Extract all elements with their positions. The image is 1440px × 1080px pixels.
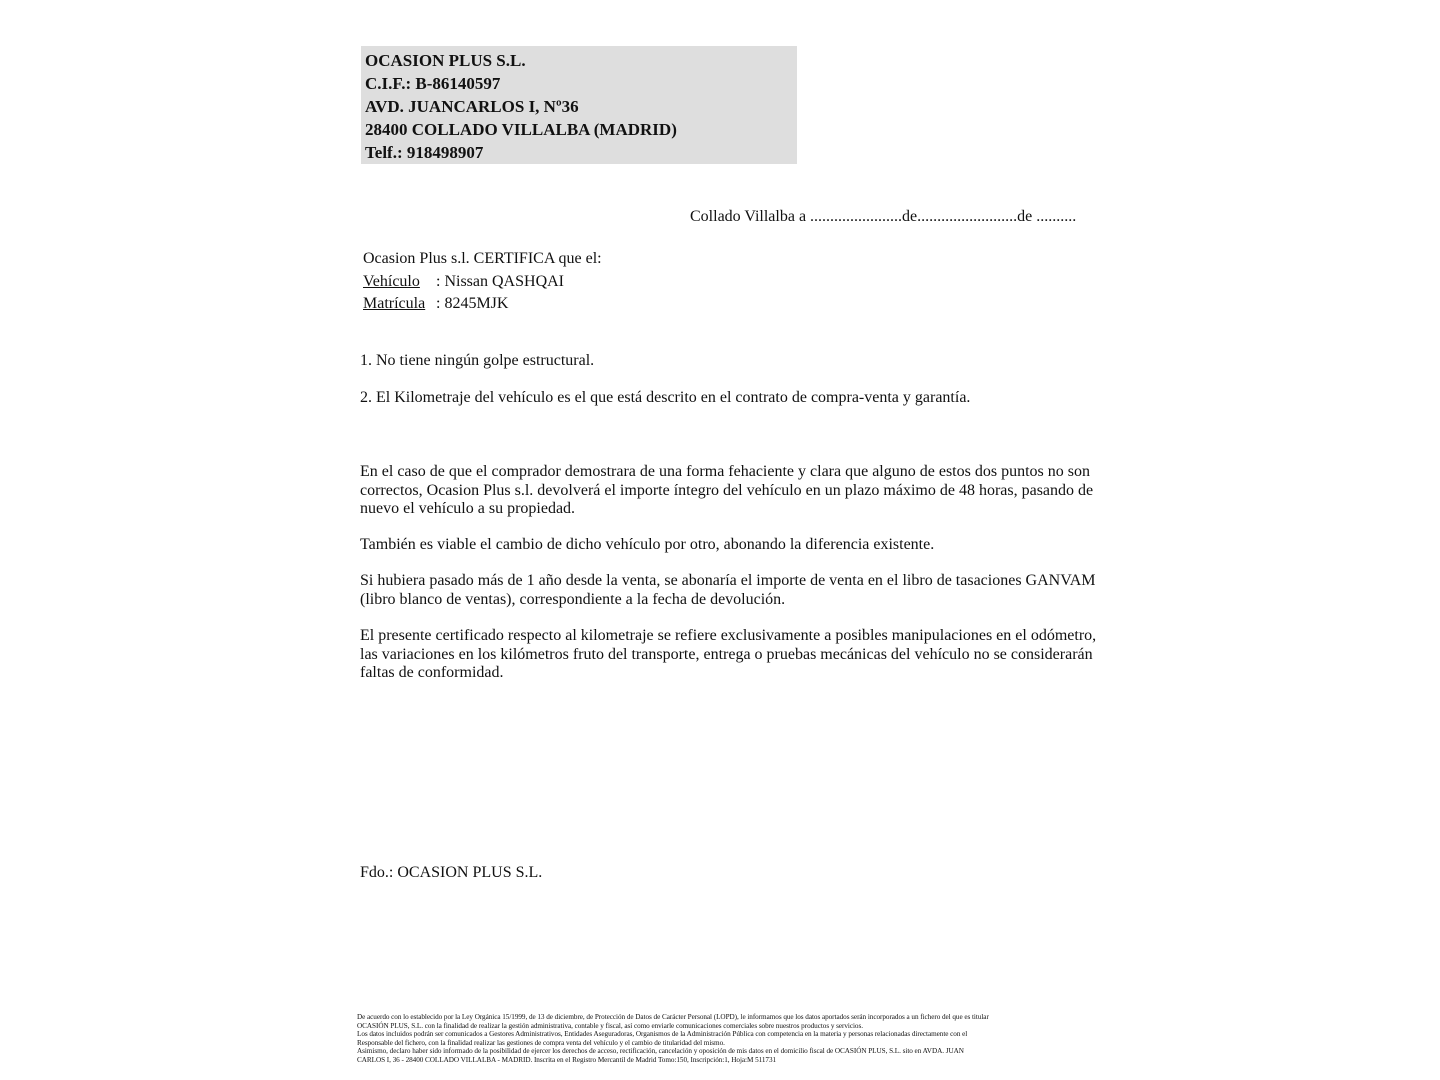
company-cif: C.I.F.: B-86140597 xyxy=(365,74,501,93)
paragraph-odometer: El presente certificado respecto al kilometraje se refiere exclusivamente a posibles manipulaciones en el odómetro, las variaciones en los kilómetros fruto del transporte, entrega o pruebas mecánicas del vehículo no se considerarán faltas de conformidad. xyxy=(360,627,1097,681)
legal-line: CARLOS I, 36 - 28400 COLLADO VILLALBA - MADRID. Inscrita en el Registro Mercantil de Madrid Tomo:150, Inscripción:1, Hoja:M 511731 xyxy=(357,1055,777,1064)
legal-line: Asimismo, declaro haber sido informado de la posibilidad de ejercer los derechos de acceso, rectificación, cancelación y oposición de mis datos en el domicilio fiscal de OCASIÓN PLUS, S.L. sito en AVDA. JUAN xyxy=(357,1047,964,1056)
paragraph-exchange: También es viable el cambio de dicho vehículo por otro, abonando la diferencia existente. xyxy=(360,536,935,553)
plate-label: Matrícula xyxy=(363,295,426,312)
vehicle-row xyxy=(363,271,602,294)
plate-value: : 8245MJK xyxy=(436,295,509,312)
legal-line: OCASIÓN PLUS, S.L. con la finalidad de realizar la gestión administrativa, contable y fiscal, así como enviarle comunicaciones comerciales sobre nuestros productos y servicios. xyxy=(357,1021,863,1030)
company-city: 28400 COLLADO VILLALBA (MADRID) xyxy=(365,120,677,139)
paragraph-ganvam: Si hubiera pasado más de 1 año desde la venta, se abonaría el importe de venta en el libro de tasaciones GANVAM (libro blanco de ventas), correspondiente a la fecha de devolución. xyxy=(360,572,1096,608)
signature-line: Fdo.: OCASION PLUS S.L. xyxy=(360,864,543,881)
company-address: AVD. JUANCARLOS I, Nº36 xyxy=(365,97,579,116)
legal-line: De acuerdo con lo establecido por la Ley Orgánica 15/1999, de 13 de diciembre, de Protección de Datos de Carácter Personal (LOPD), le informamos que los datos aportados serán incorporados a un fichero del que es titular xyxy=(357,1013,989,1021)
certificate-block xyxy=(363,248,602,316)
paragraph-refund: En el caso de que el comprador demostrara de una forma fehaciente y clara que alguno de estos dos puntos no son correctos, Ocasion Plus s.l. devolverá el importe íntegro del vehículo en un plazo máximo de 48 horas, pasando de nuevo el vehículo a su propiedad. xyxy=(360,463,1094,517)
company-header xyxy=(361,46,797,164)
vehicle-label: Vehículo xyxy=(363,272,420,290)
legal-line: Los datos incluidos podrán ser comunicados a Gestores Administrativos, Entidades Aseguradoras, Organismos de la Administración Pública con competencia en la materia y personas relacionadas directamente con el xyxy=(357,1030,968,1039)
legal-note xyxy=(357,1013,1097,1065)
point-1: 1. No tiene ningún golpe estructural. xyxy=(360,352,595,369)
legal-line: Responsable del fichero, con la finalidad realizar las gestiones de compra venta del vehículo y el cambio de titularidad del mismo. xyxy=(357,1038,725,1047)
company-name: OCASION PLUS S.L. xyxy=(365,51,526,70)
point-2: 2. El Kilometraje del vehículo es el que está descrito en el contrato de compra-venta y garantía. xyxy=(360,389,971,406)
plate-row xyxy=(363,293,602,316)
vehicle-value: : Nissan QASHQAI xyxy=(436,272,564,290)
company-phone: Telf.: 918498907 xyxy=(365,143,484,162)
certificate-intro: Ocasion Plus s.l. CERTIFICA que el: xyxy=(363,250,602,267)
date-line: Collado Villalba a .......................de.........................de .......... xyxy=(690,208,1077,225)
